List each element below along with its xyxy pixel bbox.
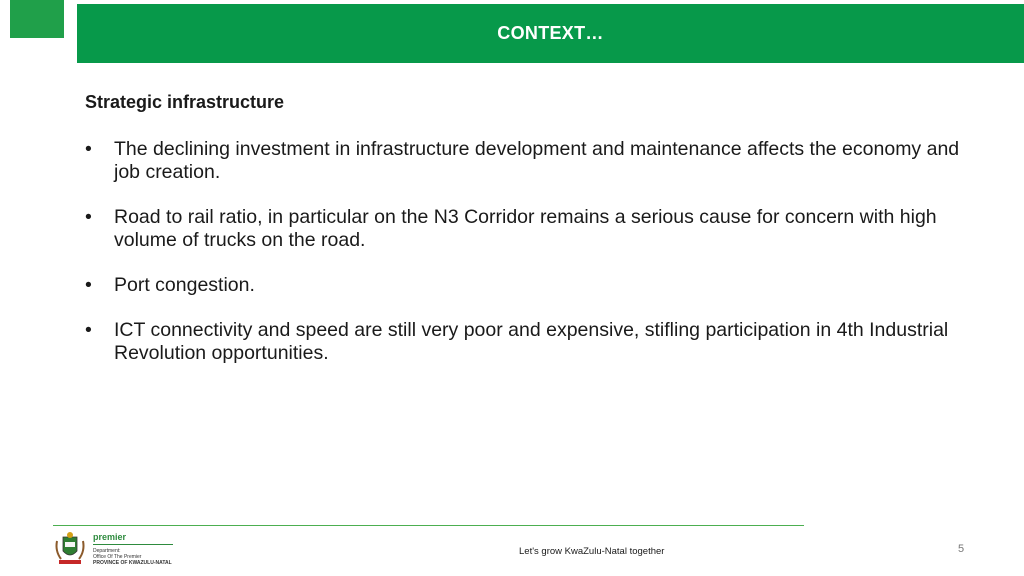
bullet-text: ICT connectivity and speed are still very poor and expensive, stifling participation in 4th Industrial Revolution opportunities. (114, 319, 949, 364)
bullet-item (85, 138, 965, 184)
logo-name: premier (93, 531, 127, 542)
logo-office: Office Of The Premier (93, 553, 142, 560)
footer-tagline: Let's grow KwaZulu-Natal together (519, 546, 665, 557)
bullet-item (85, 206, 965, 252)
premier-logo (53, 531, 173, 567)
bullet-text: The declining investment in infrastructure development and maintenance affects the economy and job creation. (114, 138, 960, 183)
bullet-icon: • (85, 274, 92, 296)
bullet-item (85, 274, 965, 297)
bullet-list (85, 138, 965, 365)
slide-content (85, 92, 965, 387)
logo-rule (93, 544, 173, 545)
coat-of-arms-icon (53, 531, 87, 567)
bullet-icon: • (85, 138, 92, 160)
header-bar (77, 4, 1024, 63)
logo-department: Department: (93, 547, 121, 554)
bullet-icon: • (85, 206, 92, 228)
section-heading: Strategic infrastructure (85, 92, 285, 112)
logo-province: PROVINCE OF KWAZULU-NATAL (93, 559, 172, 566)
page-number: 5 (958, 543, 965, 555)
corner-accent (10, 0, 64, 38)
slide-title: CONTEXT… (497, 23, 604, 43)
bullet-icon: • (85, 319, 92, 341)
footer-divider (53, 525, 804, 526)
bullet-text: Road to rail ratio, in particular on the N3 Corridor remains a serious cause for concern with high volume of trucks on the road. (114, 206, 937, 251)
bullet-text: Port congestion. (114, 274, 255, 296)
bullet-item (85, 319, 965, 365)
